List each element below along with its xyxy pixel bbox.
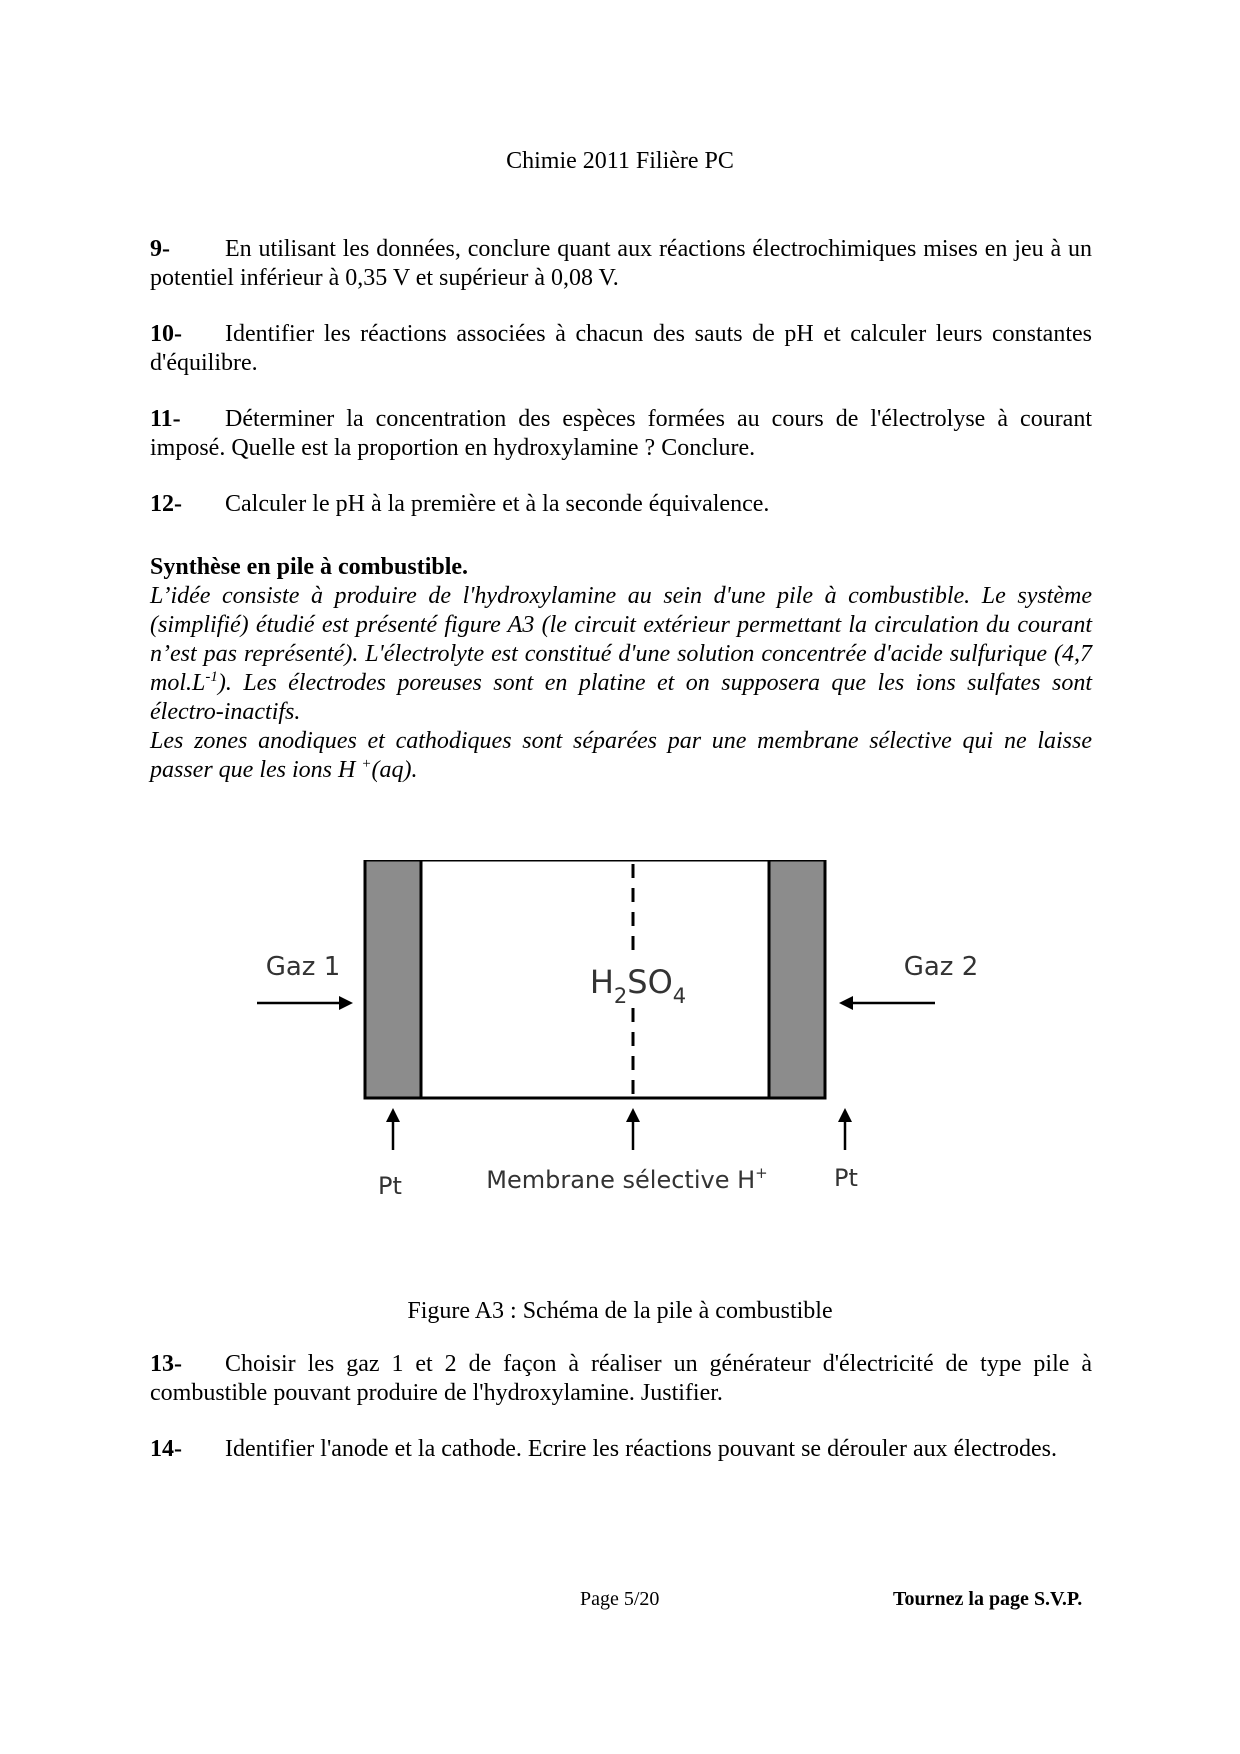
pt-right-label: Pt — [834, 1164, 858, 1192]
question-text: Déterminer la concentration des espèces formées au cours de l'électrolyse à courant imposé. Quelle est la proportion en hydroxylamine ? Conclure. — [150, 406, 1092, 461]
gaz2-arrowhead — [839, 996, 853, 1010]
question-11 — [150, 405, 1092, 463]
section-intro — [150, 582, 1092, 785]
question-12 — [150, 490, 1092, 519]
right-electrode — [769, 860, 825, 1098]
question-10 — [150, 320, 1092, 378]
question-number: 9- — [150, 236, 170, 262]
question-number: 14- — [150, 1436, 182, 1462]
gaz1-label: Gaz 1 — [265, 952, 341, 982]
question-text: Identifier l'anode et la cathode. Ecrire les réactions pouvant se dérouler aux électrodes. — [225, 1436, 1057, 1462]
left-electrode — [365, 860, 421, 1098]
question-number: 10- — [150, 321, 182, 347]
question-text: Choisir les gaz 1 et 2 de façon à réaliser un générateur d'électricité de type pile à combustible pouvant produire de l'hydroxylamine. Justifier. — [150, 1351, 1092, 1406]
gaz1-arrowhead — [339, 996, 353, 1010]
question-text: Calculer le pH à la première et à la seconde équivalence. — [225, 491, 770, 517]
question-14 — [150, 1435, 1092, 1464]
figure-caption: Figure A3 : Schéma de la pile à combustible — [407, 1298, 833, 1324]
membrane-label: Membrane sélective H+ — [486, 1164, 768, 1194]
question-text: En utilisant les données, conclure quant aux réactions électrochimiques mises en jeu à un potentiel inférieur à 0,35 V et supérieur à 0,08 V. — [150, 236, 1092, 291]
pt-left-arrowhead — [386, 1108, 400, 1122]
question-9 — [150, 235, 1092, 293]
question-13 — [150, 1350, 1092, 1408]
turn-page-note: Tournez la page S.V.P. — [893, 1588, 1083, 1610]
page-header: Chimie 2011 Filière PC — [506, 148, 734, 174]
pt-left-label: Pt — [378, 1172, 402, 1200]
intro-paragraph-1: L’idée consiste à produire de l'hydroxylamine au sein d'une pile à combustible. Le système (simplifié) étudié est présenté figure A3 (le circuit extérieur permettant la circulation du courant n’est pas représenté). L'électrolyte est constitué d'une solution concentrée d'acide sulfurique (4,7 $mol.L^{-1}$). Les électrodes poreuses sont en platine et on supposera que les ions sulfates sont électro-inactifs. — [150, 583, 1092, 725]
gaz2-label: Gaz 2 — [903, 952, 979, 982]
pt-right-arrowhead — [838, 1108, 852, 1122]
intro-paragraph-2: Les zones anodiques et cathodiques sont séparées par une membrane sélective qui ne laisse passer que les ions H +(aq). — [150, 728, 1092, 783]
question-number: 12- — [150, 491, 182, 517]
question-number: 11- — [150, 406, 181, 432]
electrolyte-label: $H_2SO_4$ — [589, 963, 687, 1008]
section-title: Synthèse en pile à combustible. — [150, 554, 469, 580]
page-number: Page 5/20 — [580, 1588, 660, 1610]
question-text: Identifier les réactions associées à chacun des sauts de pH et calculer leurs constantes d'équilibre. — [150, 321, 1092, 376]
membrane-arrowhead — [626, 1108, 640, 1122]
fuel-cell-diagram — [240, 860, 1000, 1220]
question-number: 13- — [150, 1351, 182, 1377]
